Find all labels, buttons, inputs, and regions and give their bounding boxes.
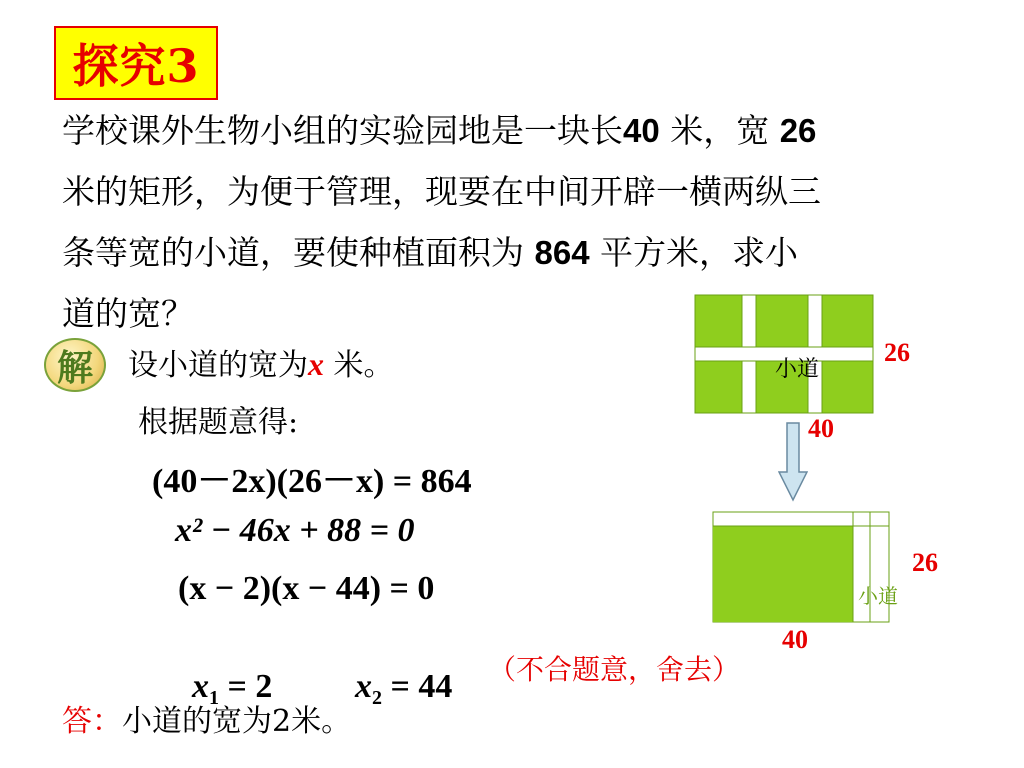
equation-3: (x − 2)(x − 44) = 0 xyxy=(178,570,435,607)
solution-badge xyxy=(44,338,106,392)
width-value: 26 xyxy=(779,112,817,149)
let-variable: x xyxy=(308,346,324,382)
root-2-sub: 2 xyxy=(372,687,382,709)
problem-line-1 xyxy=(62,100,992,161)
problem-line-1-c: 米，宽 xyxy=(659,111,780,150)
problem-line-1-a: 学校课外生物小组的实验园地是一块长 xyxy=(62,111,623,150)
let-text-a: 设小道的宽为 xyxy=(128,348,308,383)
root-2-var: x xyxy=(355,668,372,705)
area-value: 864 xyxy=(534,234,590,271)
field-bottom-planted xyxy=(713,526,853,622)
according-text: 根据题意得: xyxy=(138,405,299,440)
solution-badge-label: 解 xyxy=(56,346,93,389)
problem-line-2: 米的矩形，为便于管理，现要在中间开辟一横两纵三 xyxy=(62,172,821,211)
road-label-top: 小道 xyxy=(775,357,820,382)
equation-5 xyxy=(338,630,452,710)
equation-1: (40－2x)(26－x) = 864 xyxy=(152,463,472,500)
road-label-bottom: 小道 xyxy=(858,584,898,608)
root-1-sub: 1 xyxy=(209,687,219,709)
equation-2: x² − 46x + 88 = 0 xyxy=(175,512,415,549)
let-text-b: 米。 xyxy=(324,348,394,383)
length-label-bottom: 40 xyxy=(782,625,808,654)
root-2-value: = 44 xyxy=(382,668,453,705)
problem-line-3 xyxy=(62,222,992,283)
root-1-value: = 2 xyxy=(219,668,273,705)
length-label-top: 40 xyxy=(808,414,834,443)
length-value: 40 xyxy=(623,112,660,149)
let-statement xyxy=(128,340,394,384)
reject-note: （不合题意，舍去） xyxy=(488,653,741,686)
page-title: 探究3 xyxy=(72,39,200,93)
answer-line xyxy=(62,696,351,740)
width-label-top: 26 xyxy=(884,338,910,367)
width-label-bottom: 26 xyxy=(912,548,938,577)
answer-label: 答： xyxy=(62,704,122,739)
root-1-var: x xyxy=(192,668,209,705)
problem-line-4: 道的宽？ xyxy=(62,294,194,333)
title-box xyxy=(54,26,218,100)
down-arrow-icon xyxy=(778,422,808,502)
problem-line-3-a: 条等宽的小道，要使种植面积为 xyxy=(62,233,535,272)
answer-text: 小道的宽为2米。 xyxy=(122,704,352,739)
problem-line-3-c: 平方米，求小 xyxy=(589,233,799,272)
